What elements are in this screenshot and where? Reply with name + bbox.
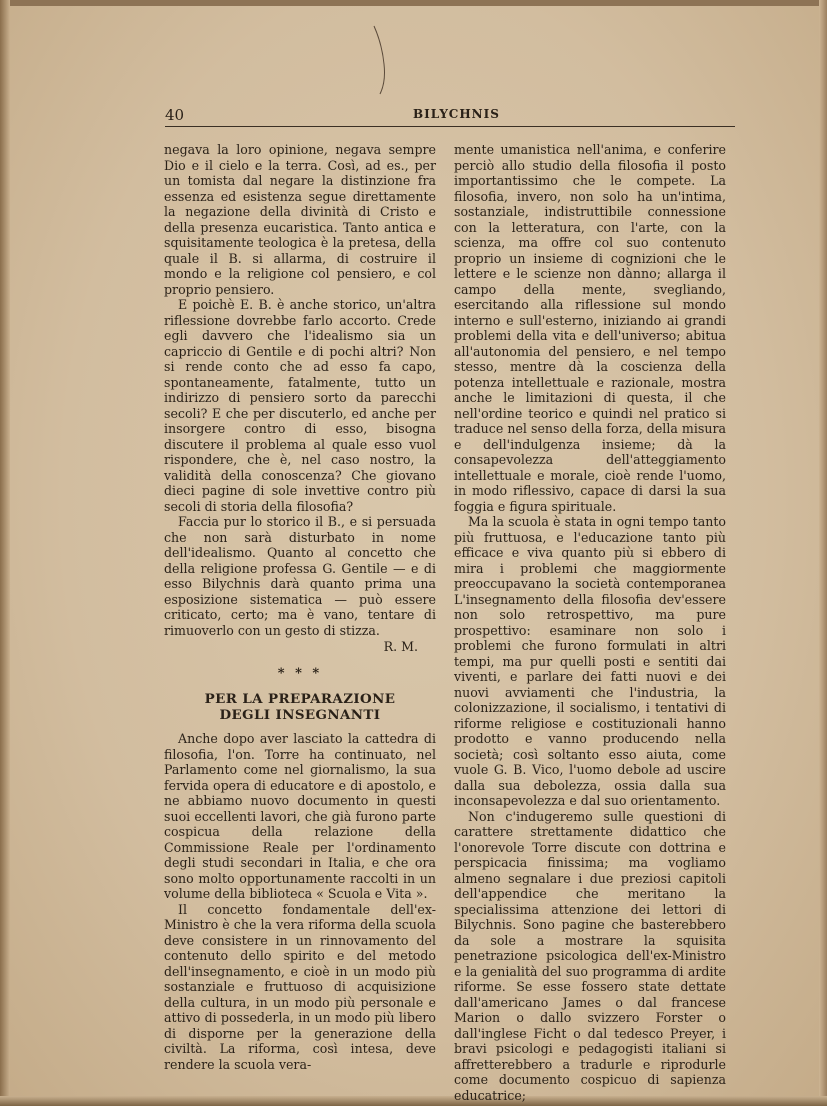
left-column [164, 142, 436, 1072]
page-header [165, 106, 735, 128]
page-edge-top [0, 0, 827, 6]
section-title [164, 691, 436, 723]
paragraph: Anche dopo aver lasciato la cattedra di filosofia, l'on. Torre ha continuato, nel Parlamento come nel giornalismo, la sua fervida opera di educatore e di apostolo, e ne abbiamo nuovo documento in questi suoi eccellenti lavori, che già furono parte cospicua della relazione della Commissione Reale per l'ordinamento degli studi secondari in Italia, e che ora sono molto opportunamente raccolti in un volume della biblioteca « Scuola e Vita ». [164, 731, 436, 901]
page-edge-right [819, 0, 827, 1106]
author-signature: R. M. [383, 639, 418, 654]
header-rule [165, 126, 735, 127]
section-title-line: DEGLI INSEGNANTI [219, 707, 381, 723]
page-number: 40 [165, 106, 185, 124]
section-separator: * * * [277, 665, 323, 681]
pencil-mark [372, 24, 390, 96]
paragraph: E poichè E. B. è anche storico, un'altra riflessione dovrebbe farlo accorto. Crede egli davvero che l'idealismo sia un capriccio di Gentile e di pochi altri? Non si rende conto che ad esso fa capo, spontaneamente, fatalmente, tutto un indirizzo di pensiero sorto da parecchi secoli? E che per discuterlo, ed anche per insorgere contro di esso, bisogna discutere il problema al quale esso vuol rispondere, che è, nel caso nostro, la validità della conoscenza? Che giovano dieci pagine di sole invettive contro più secoli di storia della filosofia? [164, 297, 436, 514]
page-edge-left [0, 0, 10, 1106]
paragraph: mente umanistica nell'anima, e conferire perciò allo studio della filosofia il posto importantissimo che le compete. La filosofia, invero, non solo ha un'intima, sostanziale, indistruttibile connessione con la letteratura, con l'arte, con la scienza, ma offre col suo contenuto proprio un insieme di cognizioni che le lettere e le scienze non dànno; allarga il campo della mente, svegliando, esercitando alla riflessione sul mondo interno e sull'esterno, iniziando ai grandi problemi della vita e dell'universo; abitua all'autonomia del pensiero, e nel tempo stesso, mentre dà la coscienza della potenza intellettuale e razionale, mostra anche le limitazioni di questa, il che nell'ordine teorico e quindi nel pratico si traduce nel senso della forza, della misura e dell'indulgenza insieme; dà la consapevolezza dell'atteggiamento intellettuale e morale, cioè rende l'uomo, in modo riflessivo, capace di darsi la sua foggia e figura spirituale. [454, 142, 726, 514]
paragraph: negava la loro opinione, negava sempre Dio e il cielo e la terra. Così, ad es., per un tomista dal negare la distinzione fra essenza ed esistenza segue direttamente la negazione della divinità di Cristo e della presenza eucaristica. Tanto antica e squisitamente teologica è la pretesa, della quale il B. si allarma, di costruire il mondo e la religione col pensiero, e col proprio pensiero. [164, 142, 436, 297]
paragraph: Ma la scuola è stata in ogni tempo tanto più fruttuosa, e l'educazione tanto più efficace e viva quanto più si ebbero di mira i problemi che maggiormente preoccupavano la società contemporanea L'insegnamento della filosofia dev'essere non solo retrospettivo, ma pure prospettivo: esaminare non solo i problemi che furono formulati in altri tempi, ma pur quelli posti e sentiti dai viventi, e parlare dei fatti nuovi e dei nuovi avviamenti che l'industria, la colonizzazione, il socialismo, i tentativi di riforme religiose e costituzionali hanno prodotto e vanno producendo nella società; così soltanto esso aiuta, come vuole G. B. Vico, l'uomo debole ad uscire dalla sua debolezza, ossia dalla sua inconsapevolezza e dal suo orientamento. [454, 514, 726, 808]
running-title: BILYCHNIS [413, 107, 500, 121]
paragraph: Faccia pur lo storico il B., e si persuada che non sarà disturbato in nome dell'idealismo. Quanto al concetto che della religione professa G. Gentile — e di esso Bilychnis darà quanto prima una esposizione sistematica — può essere criticato, certo; ma è vano, tentare di rimuoverlo con un gesto di stizza. [164, 514, 436, 638]
section-title-line: PER LA PREPARAZIONE [204, 691, 396, 707]
paragraph: Non c'indugeremo sulle questioni di carattere strettamente didattico che l'onorevole Torre discute con dottrina e perspicacia finissima; ma vogliamo almeno segnalare i due preziosi capitoli dell'appendice che meritano la specialissima attenzione dei lettori di Bilychnis. Sono pagine che basterebbero da sole a mostrare la squisita penetrazione psicologica dell'ex-Ministro e la genialità del suo programma di ardite riforme. Se esse fossero state dettate dall'americano James o dal francese Marion o dallo svizzero Forster o dall'inglese Ficht o dal tedesco Preyer, i bravi psicologi e pedagogisti italiani si affretterebbero a tradurle e riprodurle come documento cospicuo di sapienza educatrice; [454, 808, 726, 1103]
right-column [454, 142, 726, 1103]
paragraph: Il concetto fondamentale dell'ex-Ministro è che la vera riforma della scuola deve consistere in un rinnovamento del contenuto dello spirito e del metodo dell'insegnamento, e cioè in un modo più sostanziale e fruttuoso di acquisizione della cultura, in un modo più personale e attivo di possederla, in un modo più libero di disporne per la generazione della civiltà. La riforma, così intesa, deve rendere la scuola vera- [164, 901, 436, 1072]
